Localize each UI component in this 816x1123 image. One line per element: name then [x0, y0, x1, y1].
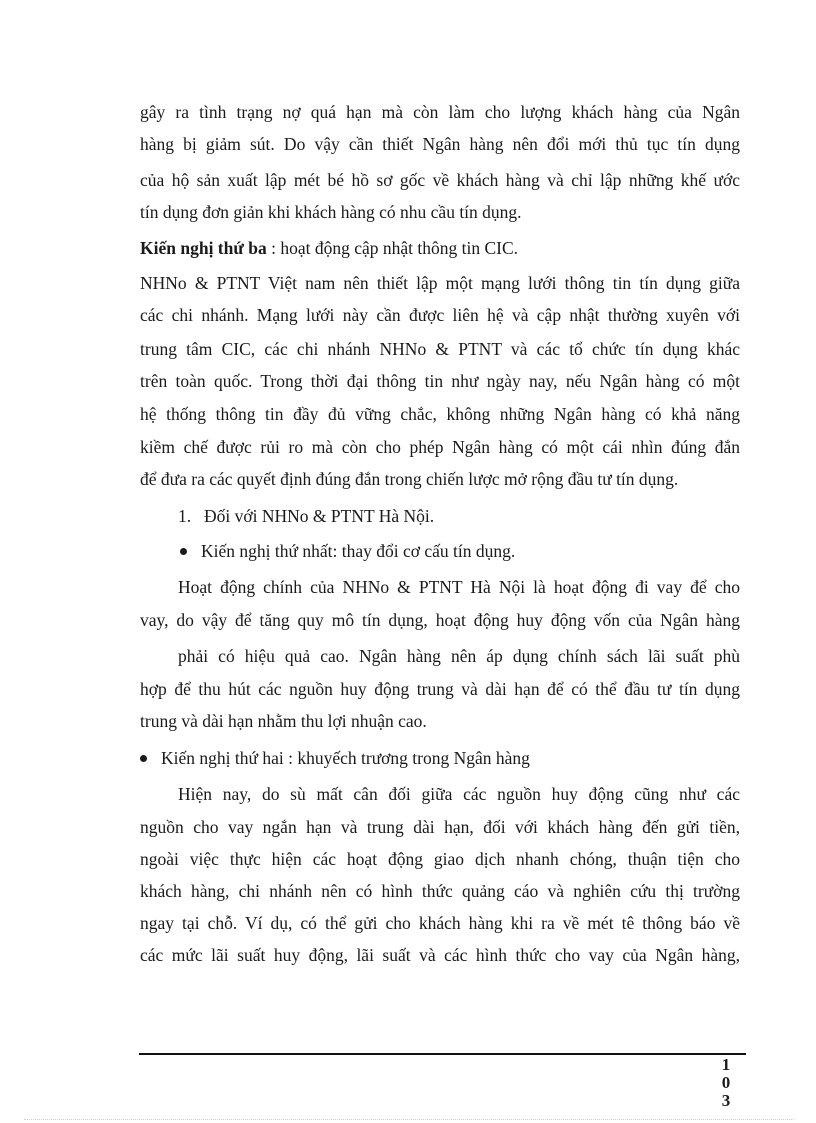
section-number: 1.: [178, 506, 192, 526]
text-line: trung và dài hạn nhằm thu lợi nhuận cao.: [140, 711, 427, 731]
page-number: [716, 1056, 736, 1110]
section-title: Đối với NHNo & PTNT Hà Nội.: [204, 506, 435, 526]
page-number-digit: 0: [721, 1073, 731, 1092]
text-line: kiềm chế được rủi ro mà còn cho phép Ngân hàng có một cái nhìn đúng đắn: [140, 437, 740, 457]
text-line: ngoài việc thực hiện các hoạt động giao dịch nhanh chóng, thuận tiện cho: [140, 849, 740, 869]
text-line: NHNo & PTNT Việt nam nên thiết lập một mạng lưới thông tin tín dụng giữa: [140, 273, 740, 293]
recommendation-heading: [140, 237, 740, 259]
bullet-icon: [180, 548, 187, 555]
text-line: các mức lãi suất huy động, lãi suất và các hình thức cho vay của Ngân hàng,: [140, 945, 740, 965]
text-line: tín dụng đơn giản khi khách hàng có nhu cầu tín dụng.: [140, 202, 522, 222]
text-line: trên toàn quốc. Trong thời đại thông tin như ngày nay, nếu Ngân hàng có một: [140, 371, 740, 391]
text-line: hệ thống thông tin đầy đủ vững chắc, không những Ngân hàng có khả năng: [140, 404, 740, 424]
text-line: trung tâm CIC, các chi nhánh NHNo & PTNT và các tổ chức tín dụng khác: [140, 339, 740, 359]
text-line: Hoạt động chính của NHNo & PTNT Hà Nội là hoạt động đi vay để cho: [178, 577, 740, 597]
page-number-digit: 1: [721, 1055, 731, 1074]
text-line: phải có hiệu quả cao. Ngân hàng nên áp dụng chính sách lãi suất phù: [178, 646, 740, 666]
recommendation-heading-text: : hoạt động cập nhật thông tin CIC.: [266, 238, 519, 258]
text-line: vay, do vậy để tăng quy mô tín dụng, hoạt động huy động vốn của Ngân hàng: [140, 610, 740, 630]
bullet-text: Kiến nghị thứ nhất: thay đổi cơ cấu tín dụng.: [201, 541, 516, 561]
bullet-item: [180, 540, 740, 562]
text-line: hàng bị giảm sút. Do vậy cần thiết Ngân hàng nên đổi mới thủ tục tín dụng: [140, 134, 740, 154]
bullet-item: [140, 747, 740, 769]
recommendation-heading-label: Kiến nghị thứ ba: [140, 238, 267, 258]
text-line: các chi nhánh. Mạng lưới này cần được liên hệ và cập nhật thường xuyên với: [140, 305, 740, 325]
footer-rule: [139, 1053, 746, 1055]
text-line: nguồn cho vay ngắn hạn và trung dài hạn, đối với khách hàng đến gửi tiền,: [140, 817, 740, 837]
text-line: gây ra tình trạng nợ quá hạn mà còn làm cho lượng khách hàng của Ngân: [140, 102, 740, 122]
text-line: của hộ sản xuất lập mét bé hồ sơ gốc về khách hàng và chỉ lập những khế ước: [140, 170, 740, 190]
text-line: để đưa ra các quyết định đúng đắn trong chiến lược mở rộng đầu tư tín dụng.: [140, 469, 679, 489]
bullet-icon: [140, 755, 147, 762]
text-line: khách hàng, chi nhánh nên có hình thức quảng cáo và nghiên cứu thị trường: [140, 881, 740, 901]
text-line: ngay tại chỗ. Ví dụ, có thể gửi cho khách hàng khi ra về mét tê thông báo về: [140, 913, 740, 933]
bullet-text: Kiến nghị thứ hai : khuyếch trương trong Ngân hàng: [161, 748, 530, 768]
section-heading: [178, 505, 738, 527]
page-number-digit: 3: [721, 1091, 731, 1110]
text-line: Hiện nay, do sù mất cân đối giữa các nguồn huy động cũng như các: [178, 784, 740, 804]
page-bottom-border: [24, 1119, 794, 1120]
text-line: hợp để thu hút các nguồn huy động trung và dài hạn để có thể đầu tư tín dụng: [140, 679, 740, 699]
